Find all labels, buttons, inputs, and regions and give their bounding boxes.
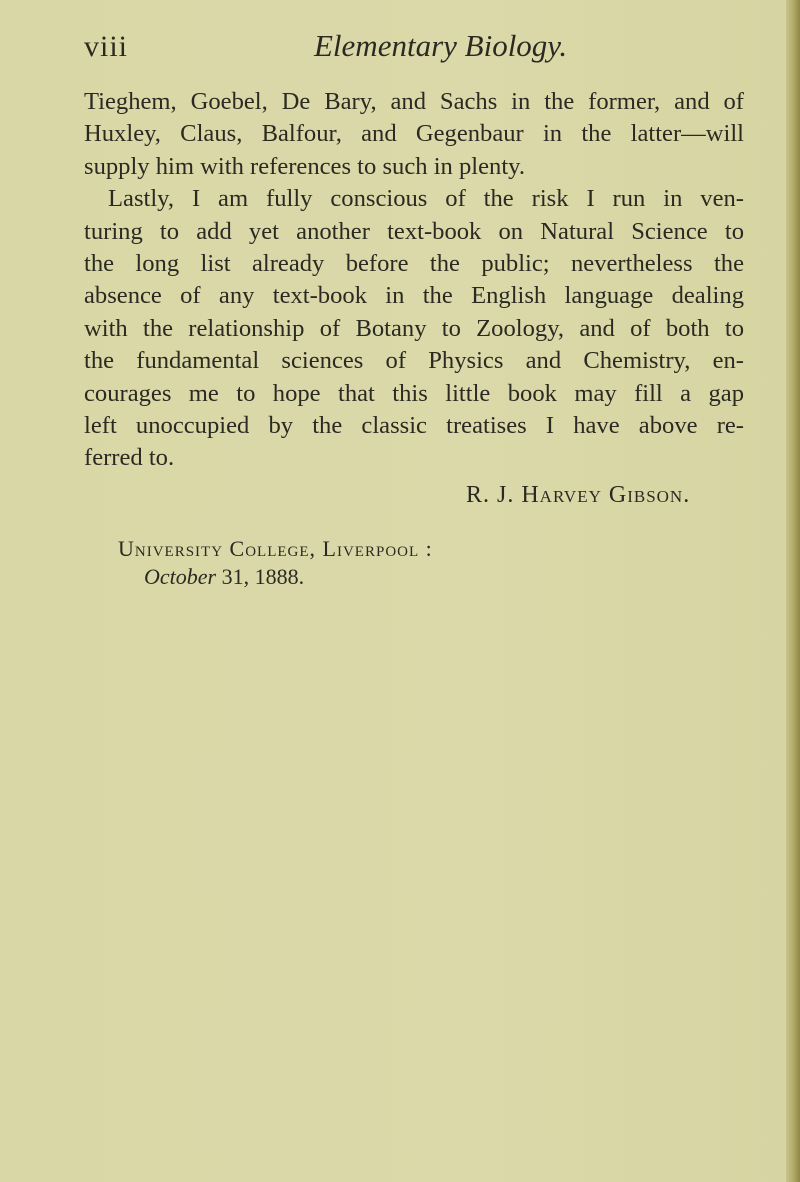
date-month: October bbox=[144, 564, 217, 589]
text-line: the fundamental sciences of Physics and Chemistry, en- bbox=[84, 347, 744, 375]
text-line: with the relationship of Botany to Zoology, and of both to bbox=[84, 314, 744, 342]
author-signature: R. J. Harvey Gibson. bbox=[466, 482, 691, 508]
text-line: Lastly, I am fully conscious of the risk I run in ven- bbox=[108, 185, 744, 213]
text-line: absence of any text-book in the English language dealing bbox=[84, 282, 744, 310]
running-head bbox=[84, 22, 724, 66]
running-title: Elementary Biology. bbox=[314, 28, 568, 63]
date-rest: 31, 1888. bbox=[216, 564, 305, 589]
date-line bbox=[144, 564, 304, 590]
place-line: University College, Liverpool : bbox=[118, 536, 433, 561]
page-number: viii bbox=[84, 30, 129, 63]
text-line: the long list already before the public; nevertheless the bbox=[84, 250, 744, 278]
text-line: courages me to hope that this little book may fill a gap bbox=[84, 379, 744, 407]
text-line: left unoccupied by the classic treatises I have above re- bbox=[84, 412, 744, 440]
text-line: supply him with references to such in plenty. bbox=[84, 152, 525, 180]
preface-text bbox=[84, 86, 744, 475]
text-line: ferred to. bbox=[84, 444, 175, 472]
page-edge bbox=[786, 0, 800, 1182]
text-line: turing to add yet another text-book on Natural Science to bbox=[84, 217, 744, 245]
text-line: Tieghem, Goebel, De Bary, and Sachs in the former, and of bbox=[84, 88, 744, 115]
text-line: Huxley, Claus, Balfour, and Gegenbaur in the latter—will bbox=[84, 120, 744, 148]
